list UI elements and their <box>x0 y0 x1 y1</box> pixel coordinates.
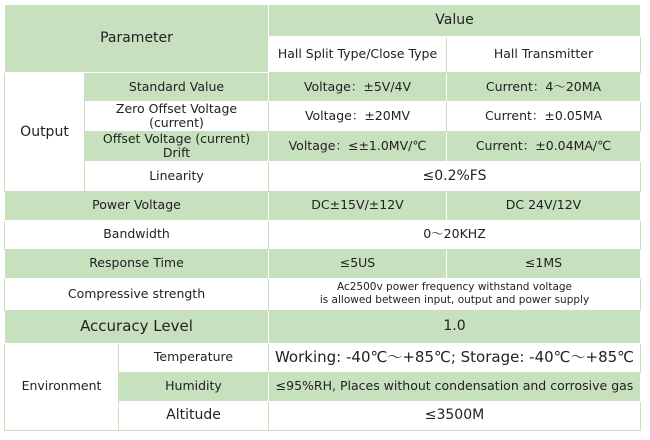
value-header: Value <box>269 5 641 37</box>
output-group-label: Output <box>5 73 85 192</box>
bandwidth-row <box>5 220 641 249</box>
response-time-row <box>5 249 641 278</box>
offset-drift-transmitter: Current：±0.04MA/℃ <box>447 131 641 161</box>
param-zero-offset: Zero Offset Voltage (current) <box>85 102 269 132</box>
zero-offset-split: Voltage：±20MV <box>269 102 447 132</box>
param-bandwidth: Bandwidth <box>5 220 269 249</box>
param-accuracy-level: Accuracy Level <box>5 310 269 343</box>
linearity-value: ≤0.2%FS <box>269 161 641 191</box>
power-voltage-row <box>5 191 641 220</box>
spec-table-container <box>4 4 641 431</box>
output-row-zero-offset <box>5 102 641 132</box>
environment-row-temperature <box>5 343 641 372</box>
humidity-value: ≤95%RH, Places without condensation and corrosive gas <box>269 372 641 401</box>
param-standard-value: Standard Value <box>85 73 269 102</box>
param-compressive-strength: Compressive strength <box>5 278 269 310</box>
response-time-transmitter: ≤1MS <box>447 249 641 278</box>
output-row-standard <box>5 73 641 102</box>
spec-table <box>4 4 641 431</box>
hall-split-header: Hall Split Type/Close Type <box>269 37 447 73</box>
hall-transmitter-header: Hall Transmitter <box>447 37 641 73</box>
standard-value-transmitter: Current：4～20MA <box>447 73 641 102</box>
param-response-time: Response Time <box>5 249 269 278</box>
environment-group-label: Environment <box>5 343 119 430</box>
param-power-voltage: Power Voltage <box>5 191 269 220</box>
param-altitude: Altitude <box>119 401 269 430</box>
response-time-split: ≤5US <box>269 249 447 278</box>
power-voltage-transmitter: DC 24V/12V <box>447 191 641 220</box>
compressive-strength-row <box>5 278 641 310</box>
accuracy-value: 1.0 <box>269 310 641 343</box>
offset-drift-split: Voltage：≤±1.0MV/℃ <box>269 131 447 161</box>
param-humidity: Humidity <box>119 372 269 401</box>
zero-offset-transmitter: Current：±0.05MA <box>447 102 641 132</box>
compressive-strength-line-1: Ac2500v power frequency withstand voltage <box>336 280 573 293</box>
compressive-strength-value <box>269 278 641 310</box>
output-row-offset-drift <box>5 131 641 161</box>
param-offset-drift: Offset Voltage (current) Drift <box>85 131 269 161</box>
temperature-value: Working: -40℃～+85℃; Storage: -40℃～+85℃ <box>269 343 641 372</box>
accuracy-row <box>5 310 641 343</box>
param-linearity: Linearity <box>85 161 269 191</box>
altitude-value: ≤3500M <box>269 401 641 430</box>
output-row-linearity <box>5 161 641 191</box>
param-temperature: Temperature <box>119 343 269 372</box>
bandwidth-value: 0～20KHZ <box>269 220 641 249</box>
header-row-1 <box>5 5 641 37</box>
standard-value-split: Voltage：±5V/4V <box>269 73 447 102</box>
power-voltage-split: DC±15V/±12V <box>269 191 447 220</box>
compressive-strength-line-2: is allowed between input, output and power supply <box>319 294 590 306</box>
parameter-header: Parameter <box>5 5 269 73</box>
